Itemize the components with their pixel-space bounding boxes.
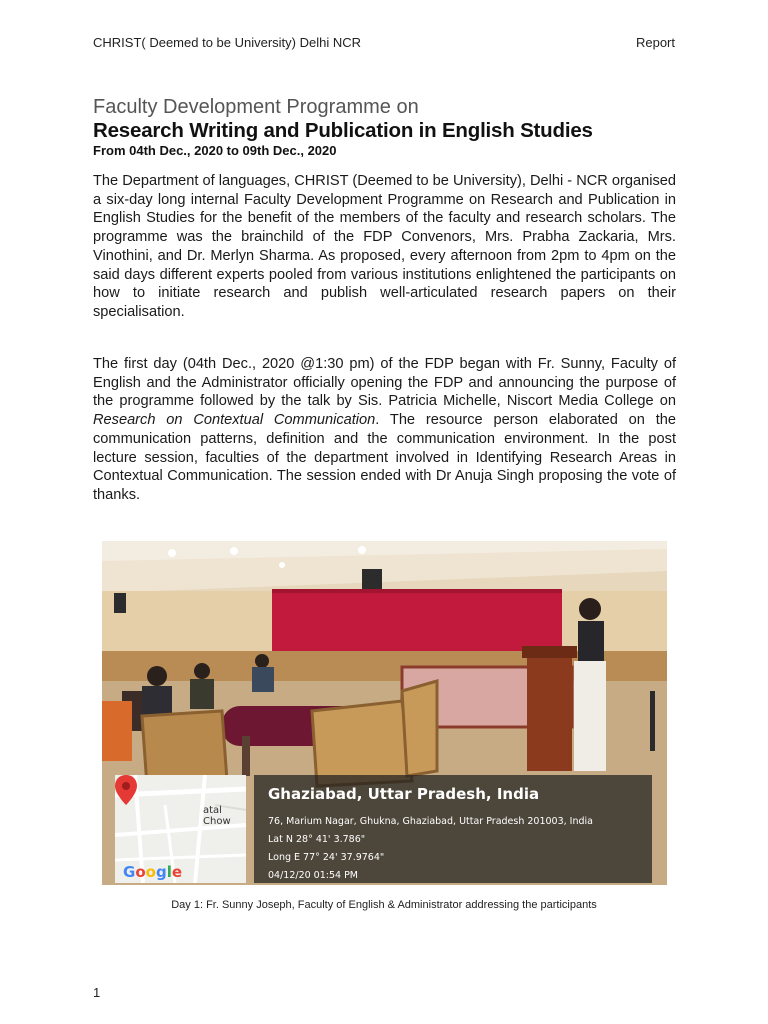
programme-dates: From 04th Dec., 2020 to 09th Dec., 2020 <box>93 143 337 158</box>
paragraph-intro: The Department of languages, CHRIST (Deemed to be University), Delhi - NCR organised a six-day long internal Faculty Development Programme on Research and Publication in English Studies for the benefit of the members of the faculty and research scholars. The programme was the brainchild of the FDP Convenors, Mrs. Prabha Zackaria, Mrs. Vinothini, and Dr. Merlyn Sharma. As proposed, every afternoon from 2pm to 4pm on the said days different experts pooled from various institutions enlightened the participants on how to initiate research and publish well-articulated research papers on their specialisation. <box>93 173 676 320</box>
talk-title: Research on Contextual Communication <box>93 412 376 429</box>
header-doc-type: Report <box>635 35 675 50</box>
paragraph-day-one-start: The first day (04th Dec., 2020 @1:30 pm) of the FDP began with Fr. Sunny, Faculty of English and the Administrator officially opening the FDP and announcing the purpose of the programme followed by the talk by Sis. Patricia Michelle, Niscort Media College on <box>93 356 676 410</box>
page-header <box>93 35 675 50</box>
geotag-address: 76, Marium Nagar, Ghukna, Ghaziabad, Uttar Pradesh 201003, India <box>268 816 593 827</box>
geotag-longitude: Long E 77° 24' 37.9764" <box>268 852 385 863</box>
location-map <box>115 775 246 883</box>
google-letter: G <box>123 863 136 881</box>
header-institution: CHRIST( Deemed to be University) Delhi NCR <box>93 35 362 50</box>
photo-caption: Day 1: Fr. Sunny Joseph, Faculty of English & Administrator addressing the participants <box>171 899 597 911</box>
geotag-timestamp: 04/12/20 01:54 PM <box>268 870 359 881</box>
geotag-panel <box>254 775 652 883</box>
google-letter: g <box>155 863 167 881</box>
google-letter: o <box>135 863 146 881</box>
google-letter: e <box>171 863 183 881</box>
programme-subtitle: Faculty Development Programme on <box>93 96 419 118</box>
event-photo <box>102 541 667 885</box>
map-pin-icon <box>115 775 137 805</box>
google-logo <box>123 863 182 881</box>
geotag-latitude: Lat N 28° 41' 3.786" <box>268 834 366 845</box>
paragraph-day-one <box>93 355 676 505</box>
google-letter: l <box>166 863 172 881</box>
geotag-city: Ghaziabad, Uttar Pradesh, India <box>268 785 540 803</box>
page-number: 1 <box>93 985 101 1000</box>
paragraph-day-one-end: . The resource person elaborated on the communication patterns, definition and the communication environment. In the post lecture session, faculties of the department involved in Identifying Research Areas in Contextual Communication. The session ended with Dr Anuja Singh proposing the vote of thanks. <box>93 412 676 503</box>
map-road-label: atal Chow <box>203 805 231 827</box>
google-letter: o <box>145 863 156 881</box>
programme-title: Research Writing and Publication in English Studies <box>93 119 593 142</box>
